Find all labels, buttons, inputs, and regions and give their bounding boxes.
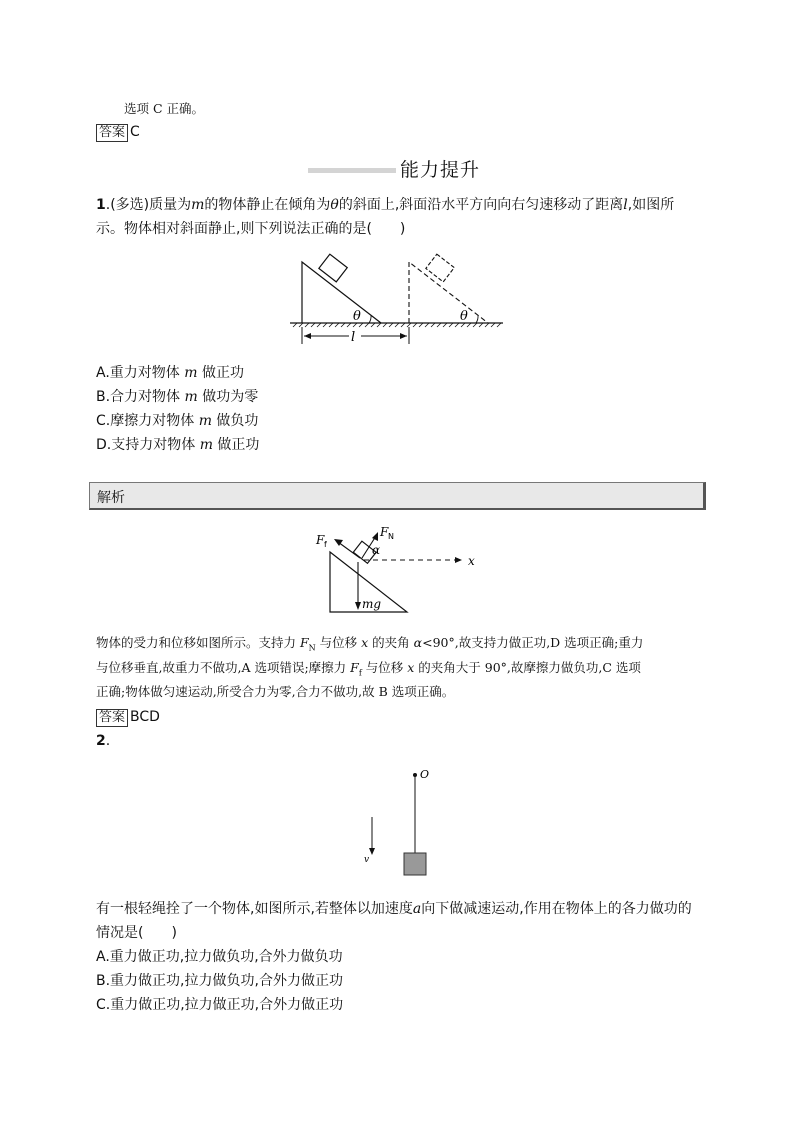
answer-label: 答案 xyxy=(96,124,128,142)
svg-text:N: N xyxy=(388,532,394,541)
q1-text: .(多选)质量为 xyxy=(105,197,192,213)
pivot-label: O xyxy=(420,768,430,781)
force-diagram xyxy=(310,522,485,617)
q1-option-a: A.重力对物体 m 做正功 xyxy=(96,365,244,381)
q2-number: 2. xyxy=(96,733,111,749)
mg-label: mg xyxy=(362,597,382,611)
q1-text: 的斜面上,斜面沿水平方向向右匀速移动了距离 xyxy=(338,197,624,213)
answer-value: BCD xyxy=(130,709,160,725)
q2-stem-line1: 有一根轻绳拴了一个物体,如图所示,若整体以加速度a向下做减速运动,作用在物体上的各力做功的 xyxy=(96,901,692,917)
ff-label: F xyxy=(316,533,325,547)
q2-stem-line2: 情况是( ) xyxy=(96,925,177,941)
velocity-label: v xyxy=(364,855,370,865)
analysis-line1: 物体的受力和位移如图所示。支持力 $F_N$ 与位移 x 的夹角 α<90°,故支持力做正功,D 选项正确;重力 xyxy=(96,635,644,653)
q1-text: 的物体静止在倾角为 xyxy=(204,197,331,213)
q1-option-b: B.合力对物体 m 做功为零 xyxy=(96,389,259,405)
q1-incline-figure xyxy=(285,252,510,352)
analysis-answer xyxy=(96,706,160,728)
q2-option-a: A.重力做正功,拉力做负功,合外力做负功 xyxy=(96,949,343,965)
theta-label-left: θ xyxy=(353,309,361,324)
q1-var-l: l xyxy=(623,197,628,213)
section-decoration-bar xyxy=(308,168,396,173)
q1-stem-line1 xyxy=(96,194,674,216)
q2-rope-figure xyxy=(355,765,445,880)
x-axis-label: x xyxy=(468,554,475,568)
prev-answer xyxy=(96,121,140,143)
q2-option-c: C.重力做正功,拉力做正功,合外力做正功 xyxy=(96,997,344,1013)
prev-answer-tail: 选项 C 正确。 xyxy=(124,101,205,116)
svg-text:f: f xyxy=(324,540,327,549)
q1-var-theta: θ xyxy=(330,197,339,213)
alpha-label: α xyxy=(372,543,381,557)
section-title: 能力提升 xyxy=(400,159,481,181)
analysis-line3: 正确;物体做匀速运动,所受合力为零,合力不做功,故 B 选项正确。 xyxy=(96,684,455,699)
theta-label-right: θ xyxy=(460,309,468,324)
incline-dashed xyxy=(409,262,488,323)
q1-number: 1 xyxy=(96,197,106,213)
q1-option-c: C.摩擦力对物体 m 做负功 xyxy=(96,413,259,429)
fn-label: F xyxy=(380,525,389,539)
analysis-header-bar xyxy=(89,482,706,510)
q1-var-m: m xyxy=(191,197,205,213)
q1-text: ,如图所 xyxy=(627,197,675,213)
q1-option-d: D.支持力对物体 m 做正功 xyxy=(96,437,260,453)
answer-value: C xyxy=(130,124,140,140)
q1-stem-line2: 示。物体相对斜面静止,则下列说法正确的是( ) xyxy=(96,221,406,237)
distance-label: l xyxy=(351,330,356,345)
hanging-block xyxy=(404,853,426,875)
analysis-label: 解析 xyxy=(97,490,125,506)
answer-label: 答案 xyxy=(96,709,128,727)
analysis-line2: 与位移垂直,故重力不做功,A 选项错误;摩擦力 $F_f$ 与位移 x 的夹角大于 90°,故摩擦力做负功,C 选项 xyxy=(96,660,641,678)
q2-option-b: B.重力做正功,拉力做负功,合外力做正功 xyxy=(96,973,343,989)
